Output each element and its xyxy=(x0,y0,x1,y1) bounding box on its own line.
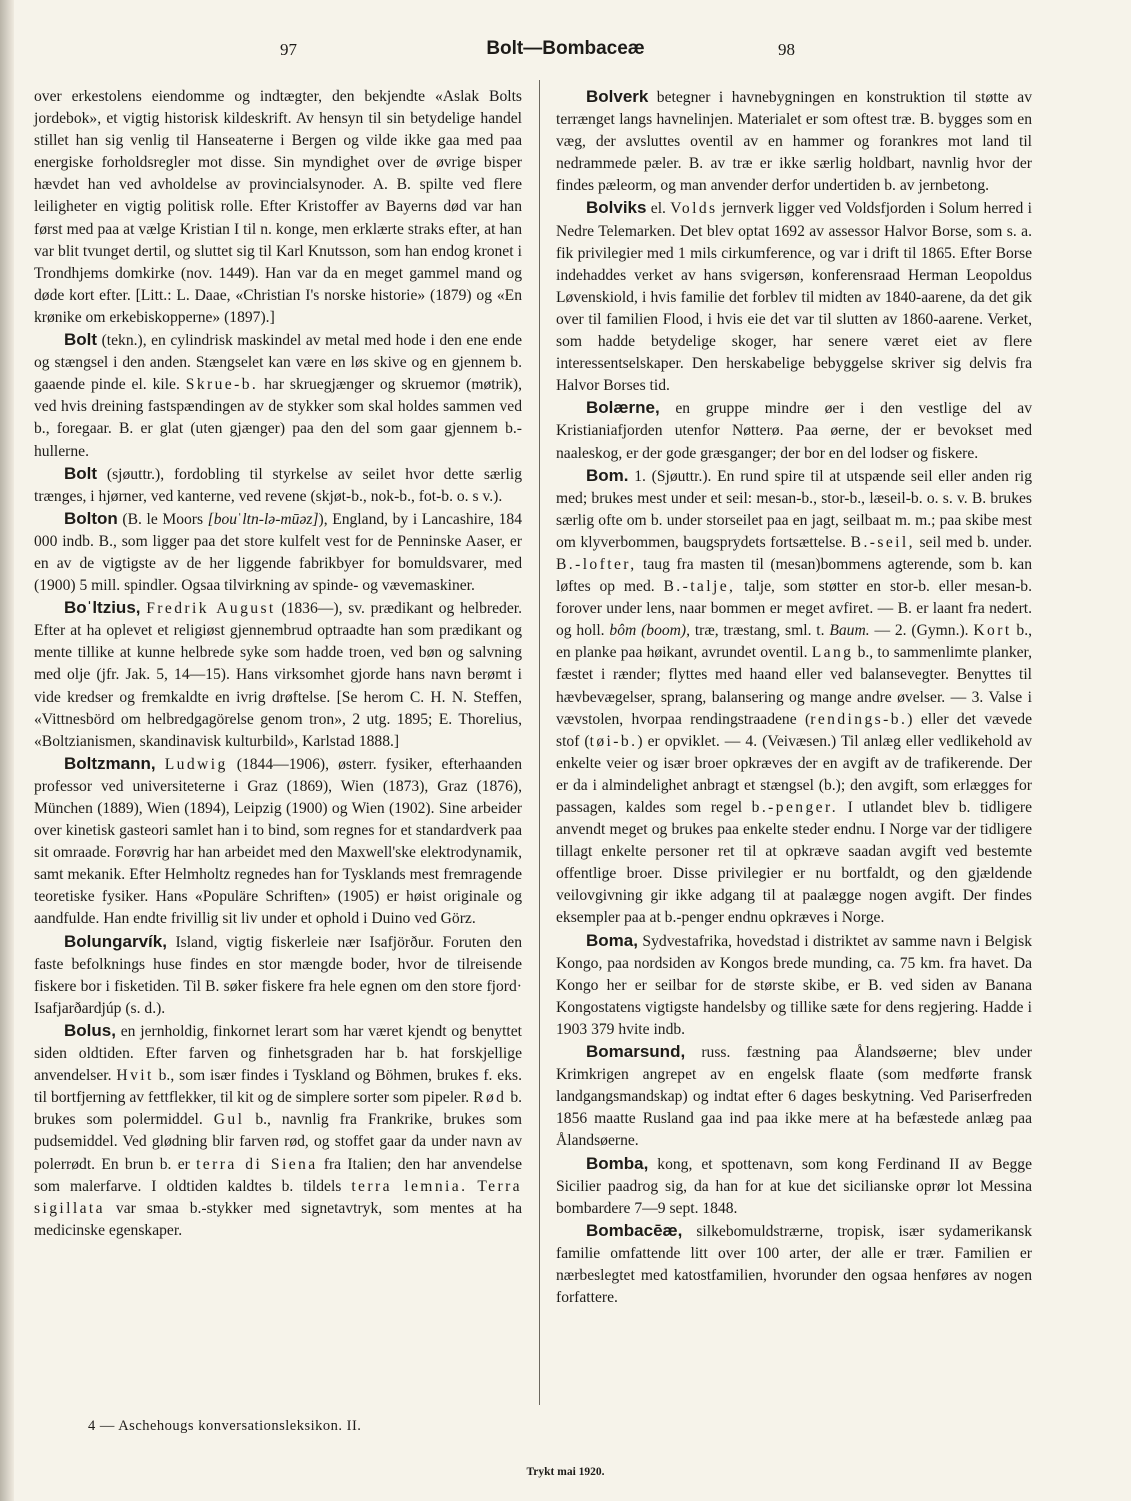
headword: Bolviks xyxy=(586,198,647,218)
page-edge-shadow xyxy=(0,0,14,1501)
entry-bolviks: Bolviks el. Volds jernverk ligger ved Voldsfjorden i Solum herred i Nedre Telemarken. Det blev optat 1692 av assessor Halvor Borse, som s. a. fik privilegier med 1 mils cirkumference, og var i drift til 1865. Efter Borse indehaddes verket av hans svigersøn, konferensraad Herman Leopoldus Løvenskiold, i hvis familie det forblev til midten av 1840-aarene, da det gik over til familien Flood, i hvis eie det var til slutten av 1860-aarene. Verket, som hadde betydelige skoger, har senere været eiet av flere interessentselskaper. Den herskabelige bebyggelse skriver sig delvis fra Halvor Borses tid. xyxy=(556,198,1032,395)
headword: Bomba, xyxy=(586,1153,649,1173)
headword: Bombacēæ, xyxy=(586,1220,683,1240)
entry-boltzius: Boˈltzius, Fredrik August (1836—), sv. prædikant og helbreder. Efter at ha oplevet et religiøst gjennembrud optraadte han som prædikant og mente tillike at kunne helbrede syke som hadde troen, ved bøn og salvning med olje (jfr. Jak. 5, 14—15). Hans virksomhet gjorde hans navn berømt i vide kredser og fremkaldte en ivrig drøftelse. [Se herom C. H. N. Steffen, «Vittnesbörd om helbredgagörelse genom tron», 2 utg. 1895; E. Thorelius, «Boltzianismen, skandinavisk kulturbild», Karlstad 1888.] xyxy=(34,598,522,750)
headword: Bolton xyxy=(64,508,118,528)
continued-entry: over erkestolens eiendomme og indtægter, den bekjendte «Aslak Bolts jordebok», et vigtig historisk kildeskrift. Av hensyn til sin betydelige handel stillet han sig venlig til Hanseaterne i Bergen og vilde ikke gaa med paa energiske forholdsregler mot disse. Sin myndighet over de øvrige bisper hævdet han ved avholdelse av provincialsynoder. A. B. spilte ved flere leiligheter en vigtig politisk rolle. Efter Kristoffer av Bayerns død var han først med paa at vælge Kristian I til n. konge, men erklærte straks efter, at han var blit tvunget dertil, og sluttet sig til Karl Knutsson, som han endog kronet i Trondhjems domkirke (nov. 1449). Han var da en meget gammel mand og døde kort efter. [Litt.: L. Daae, «Christian I's norske historie» (1879) og «En krønike om erkebiskopperne» (1897).] xyxy=(34,88,522,326)
headword: Bolus, xyxy=(64,1020,116,1040)
entry-bomarsund: Bomarsund, russ. fæstning paa Ålandsøerne; blev under Krimkrigen angrepet av en engelsk flaate (som medførte fransk landgangsmandskap) og indtat efter 6 dages beskytning. Ved Pariserfreden 1856 maatte Rusland gaa ind paa ikke mere at ha befæstede anlæg paa Ålandsøerne. xyxy=(556,1042,1032,1150)
pronunciation: [bouˈltn-lə-mūəz] xyxy=(207,510,319,528)
entry-bolus: Bolus, en jernholdig, finkornet lerart som har været kjendt og benyttet siden oldtiden. Efter farven og finhetsgraden har b. hat forskjellige anvendelser. Hvit b., som især findes i Tyskland og Böhmen, brukes f. eks. til bortfjerning av fettflekker, til kit og de simplere sorter som pipeler. Rød b. brukes som polermiddel. Gul b., navnlig fra Frankrike, brukes som pudsemiddel. Ved glødning blir farven rød, og stoffet gaar da under navn av polerrødt. En brun b. er terra di Siena fra Italien; den har anvendelse som malerfarve. I oldtiden kaldtes b. tildels terra lemnia. Terra sigillata var smaa b.-stykker med signetavtryk, som mentes at ha medicinske egenskaper. xyxy=(34,1020,523,1239)
headword: Bomarsund, xyxy=(586,1042,686,1062)
headword: Bolt xyxy=(64,330,98,350)
headword: Bolt xyxy=(64,463,98,483)
right-column xyxy=(556,86,1032,1309)
headword: Bolverk xyxy=(586,87,649,106)
page-number-left: 97 xyxy=(280,40,297,59)
headword: Bom. xyxy=(586,465,629,485)
entry-boma: Boma, Sydvestafrika, hovedstad i distriktet av samme navn i Belgisk Kongo, paa nordsiden av Kongos brede munding, ca. 75 km. fra havet. Da Kongo her er seilbar for de største skibe, er B. ved siden av Banana Kongostatens vigtigste handelsby og tillike sæte for dens regjering. Hadde i 1903 379 hvite indb. xyxy=(556,930,1032,1038)
headword: Bolungarvík, xyxy=(64,931,167,951)
headword: Boma, xyxy=(586,930,638,950)
print-date: Trykt mai 1920. xyxy=(526,1466,605,1478)
signature-footnote: 4 — Aschehougs konversationsleksikon. II. xyxy=(88,1418,362,1434)
page-number-right: 98 xyxy=(778,40,795,59)
headword: Boltzmann, xyxy=(64,753,156,773)
entry-bolaerne: Bolærne, en gruppe mindre øer i den vestlige del av Kristianiafjorden utenfor Nøtterø. Paa øerne, der er bevokset med naaleskog, er der gode græsganger; der bor en del lodser og fiskere. xyxy=(556,398,1032,462)
entry-bombaceae: Bombacēæ, silkebomuldstrærne, tropisk, især sydamerikansk familie omfattende litt over 100 arter, der alle er trær. Familien er nærbeslegtet med katostfamilien, hvorunder den ogsaa henføres av nogen forfattere. xyxy=(556,1220,1032,1307)
entry-bolton: Bolton (B. le Moors [bouˈltn-lə-mūəz]), England, by i Lancashire, 184 000 indb. B., som ligger paa det store kulfelt vest for de Penninske Aaser, er en av de vigtigste av de her liggende fabrikbyer for bomuldsvarer, med (1900) 5 mill. spindler. Ogsaa tilvirkning av spinde- og vævemaskiner. xyxy=(34,508,523,595)
left-column xyxy=(34,86,522,1242)
entry-bom: Bom. 1. (Sjøuttr.). En rund spire til at utspænde seil eller anden rig med; brukes mest under et seil: mesan-b., stor-b., læseil-b. o. s. v. B. brukes særlig ofte om b. under storseilet paa en jagt, seilbaat m. m.; paa skibe mest om klyverbommen, baugsprydets fortsættelse. B.-seil, seil med b. under. B.-lofter, taug fra masten til (mesan)bommens agterende, som b. kan løftes op med. B.-talje, talje, som støtter en stor-b. eller mesan-b. forover under lens, naar bommen er meget avfiret. — B. er laant fra nedert. og holl. bôm (boom), træ, træstang, sml. t. Baum. — 2. (Gymn.). Kort b., en planke paa høikant, avrundet oventil. Lang b., to sammenlimte planker, fæstet i rænder; flyttes med haand eller ved balansevegter. Benyttes til hævbevægelser, sprang, balansering og mange andre øvelser. — 3. Valse i vævstolen, hvorpaa rendingstraadene (rendings-b.) eller det vævede stof (tøi-b.) er opviklet. — 4. (Veivæsen.) Til anlæg eller vedlikehold av enkelte veier og især broer opkræves der en avgift av de trafikerende. Der er da i almindelighet anbragt et stængsel (b.); den avgift, som erlægges for passagen, kaldes som regel b.-penger. I utlandet blev b. tidligere anvendt meget og brukes paa enkelte steder endnu. I Norge var der tidligere tillagt enkelte personer ret til at opkræve saadan avgift ved bestemte offentlige broer. Disse privilegier er nu bortfaldt, og den gjældende veilovgivning gir ikke adgang til at paalægge nogen avgift. Der findes eksempler paa at b.-penger endnu opkræves i Norge. xyxy=(556,465,1033,927)
headword: Bolærne, xyxy=(586,398,660,418)
entry-bolverk: Bolverk betegner i havnebygningen en konstruktion til støtte av terrænget langs havnelinjen. Materialet er som oftest træ. B. bygges som en væg, der avsluttes oventil av en hammer og forankres mot land til nedrammede pæler. B. av træ er ikke særlig holdbart, navnlig hvor der findes pæleorm, og man anvender derfor undertiden b. av jernbetong. xyxy=(556,87,1032,195)
entry-bolt-sjouttr: Bolt (sjøuttr.), fordobling til styrkelse av seilet hvor dette særlig trænges, i hjørner, ved kanterne, ved revene (skjøt-b., nok-b., fot-b. o. s v.). xyxy=(34,463,522,505)
entry-bolt-tekn: Bolt (tekn.), en cylindrisk maskindel av metal med hode i den ene ende og stængsel i den anden. Stængselet kan være en løs skive og en gjennem b. gaaende pinde el. kile. Skrue-b. har skruegjænger og skruemor (møtrik), ved hvis dreining fastspændingen av de stykker som skal holdes sammen ved b., foregaar. B. er glat (uten gjænger) paa den del som gaar gjennem b.-hullerne. xyxy=(34,330,522,460)
column-divider xyxy=(539,80,540,1405)
headword: Boˈltzius, xyxy=(64,598,141,618)
entry-bomba: Bomba, kong, et spottenavn, som kong Ferdinand II av Begge Sicilier paadrog sig, da han for at kue det sicilianske oprør lot Messina bombardere 7—9 sept. 1848. xyxy=(556,1153,1032,1217)
running-header xyxy=(0,36,1131,66)
entry-boltzmann: Boltzmann, Ludwig (1844—1906), østerr. fysiker, efterhaanden professor ved universiteterne i Graz (1869), Wien (1873), Graz (1876), München (1889), Wien (1894), Leipzig (1900) og Wien (1902). Sine arbeider over kinetisk gasteori samlet han i to bind, som regnes for et standardverk paa sit omraade. Forøvrig har han arbeidet med den Maxwell'ske elektrodynamik, samt mekanik. Efter Helmholtz regnedes han for Tysklands mest fremragende teoretiske fysiker. Hans «Populäre Schriften» (1905) er høist originale og aandfulde. Han endte frivillig sit liv under et ophold i Duino ved Görz. xyxy=(34,753,522,928)
entry-bolungarvik: Bolungarvík, Island, vigtig fiskerleie nær Isafjörður. Foruten den faste befolknings huse findes en stor mængde boder, hvor de tilreisende fiskere bor i fisketiden. Til B. søker fiskere fra hele egnen om den store fjord· Isafjarðardjúp (s. d.). xyxy=(34,931,522,1017)
running-title: Bolt—Bombaceæ xyxy=(486,38,645,59)
